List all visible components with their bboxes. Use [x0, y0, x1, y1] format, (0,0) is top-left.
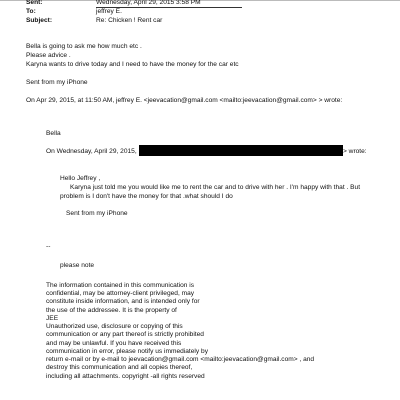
disclaimer-line: confidential, may be attorney-client privileged, may [46, 290, 195, 298]
disclaimer-line: communication in error, please notify us immediately by [46, 347, 208, 355]
signature-1: Sent from my iPhone [26, 79, 88, 86]
signature-2: Sent from my iPhone [66, 210, 128, 217]
body-line-3: Karyna wants to drive today and I need to have the money for the car etc [26, 61, 239, 68]
disclaimer-line: destroy this communication and all copies thereof, [46, 364, 193, 372]
karyna-line-1: Karyna just told me you would like me to rent the car and to drive with her . I'm happy with that . But [70, 184, 361, 191]
disclaimer-line: Unauthorized use, disclosure or copying of this [46, 323, 183, 331]
please-note: please note [60, 262, 95, 269]
body-line-2: Please advice . [26, 52, 71, 59]
to-label: To: [26, 8, 36, 15]
nested-on-prefix: On Wednesday, April 29, 2015, [46, 148, 137, 155]
karyna-line-2: problem is I don't have the money for that .what should I do [60, 193, 233, 200]
quote-intro: On Apr 29, 2015, at 11:50 AM, jeffrey E. <jeevacation@gmail.com <mailto:jeevacation@gmail.com> > wrote: [26, 97, 343, 104]
hello-line: Hello Jeffrey , [60, 175, 101, 182]
sent-label: Sent: [26, 0, 43, 6]
nested-name: Bella [46, 130, 61, 137]
redaction-bar [139, 145, 343, 156]
body-line-1: Bella is going to ask me how much etc . [26, 43, 142, 50]
subject-value: Re: Chicken ! Rent car [96, 17, 163, 24]
disclaimer-line: including all attachments. copyright -all rights reserved [46, 372, 205, 380]
disclaimer-line: the use of the addressee. It is the property of [46, 306, 177, 314]
disclaimer-line: return e-mail or by e-mail to jeevacation@gmail.com <mailto:jeevacation@gmail.com> , and [46, 356, 315, 364]
disclaimer-block [46, 282, 314, 381]
subject-label: Subject: [26, 17, 53, 24]
disclaimer-line: JEE [46, 314, 59, 322]
nested-on-suffix: > wrote: [343, 148, 367, 155]
disclaimer-line: communication or any part thereof is strictly prohibited [46, 331, 204, 339]
sent-value: Wednesday, April 29, 2015 3:58 PM [96, 0, 201, 6]
disclaimer-line: The information contained in this communication is [46, 282, 195, 289]
disclaimer-line: constitute inside information, and is intended only for [46, 298, 200, 306]
to-value: jeffrey E. [96, 8, 122, 15]
disclaimer-line: and may be unlawful. If you have received this [46, 339, 182, 347]
separator-dash: -- [46, 243, 51, 250]
